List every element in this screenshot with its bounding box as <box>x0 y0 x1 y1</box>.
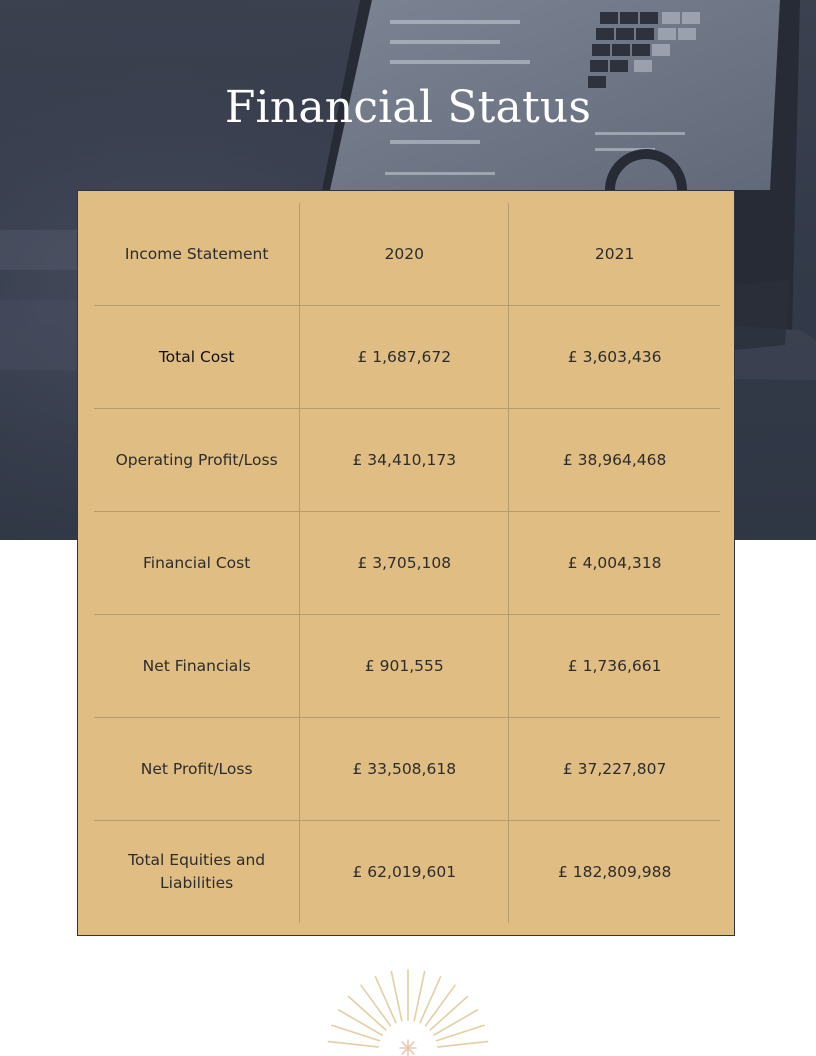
table-row <box>94 512 720 615</box>
table-row <box>94 821 720 924</box>
value-2020: £ 33,508,618 <box>300 718 509 821</box>
row-label: Net Profit/Loss <box>94 718 300 821</box>
income-statement-table <box>94 203 720 923</box>
value-2020: £ 34,410,173 <box>300 409 509 512</box>
sunburst-ray <box>426 985 455 1025</box>
value-2021: £ 3,603,436 <box>509 306 720 409</box>
value-2021: £ 182,809,988 <box>509 821 720 924</box>
value-2021: £ 38,964,468 <box>509 409 720 512</box>
financial-table-card <box>77 190 735 936</box>
sunburst-ray <box>391 972 401 1021</box>
value-2021: £ 37,227,807 <box>509 718 720 821</box>
table-row <box>94 409 720 512</box>
value-2021: £ 4,004,318 <box>509 512 720 615</box>
row-label: Financial Cost <box>94 512 300 615</box>
sunburst-ray <box>361 985 390 1025</box>
value-2020: £ 62,019,601 <box>300 821 509 924</box>
row-label: Net Financials <box>94 615 300 718</box>
sunburst-icon <box>318 966 498 1056</box>
page-title: Financial Status <box>224 82 592 133</box>
row-label: Total Cost <box>94 306 300 409</box>
header-year-2020: 2020 <box>300 203 509 306</box>
header-year-2021: 2021 <box>509 203 720 306</box>
sunburst-ray <box>434 1010 477 1035</box>
value-2020: £ 3,705,108 <box>300 512 509 615</box>
value-2020: £ 1,687,672 <box>300 306 509 409</box>
value-2020: £ 901,555 <box>300 615 509 718</box>
row-label: Total Equities and Liabilities <box>94 821 300 924</box>
sunburst-ray <box>414 972 424 1021</box>
table-row <box>94 718 720 821</box>
sunburst-ray <box>437 1025 485 1040</box>
sunburst-ray <box>438 1042 488 1047</box>
sunburst-ray <box>349 997 386 1030</box>
sunburst-ray <box>328 1042 378 1047</box>
value-2021: £ 1,736,661 <box>509 615 720 718</box>
sunburst-ray <box>339 1010 382 1035</box>
sunburst-ray <box>376 977 396 1023</box>
table-row <box>94 615 720 718</box>
table-header-row <box>94 203 720 306</box>
sunburst-ray <box>420 977 440 1023</box>
sunburst-ray <box>430 997 467 1030</box>
sunburst-ray <box>332 1025 380 1040</box>
row-label: Operating Profit/Loss <box>94 409 300 512</box>
table-row <box>94 306 720 409</box>
header-income-statement: Income Statement <box>124 244 269 263</box>
